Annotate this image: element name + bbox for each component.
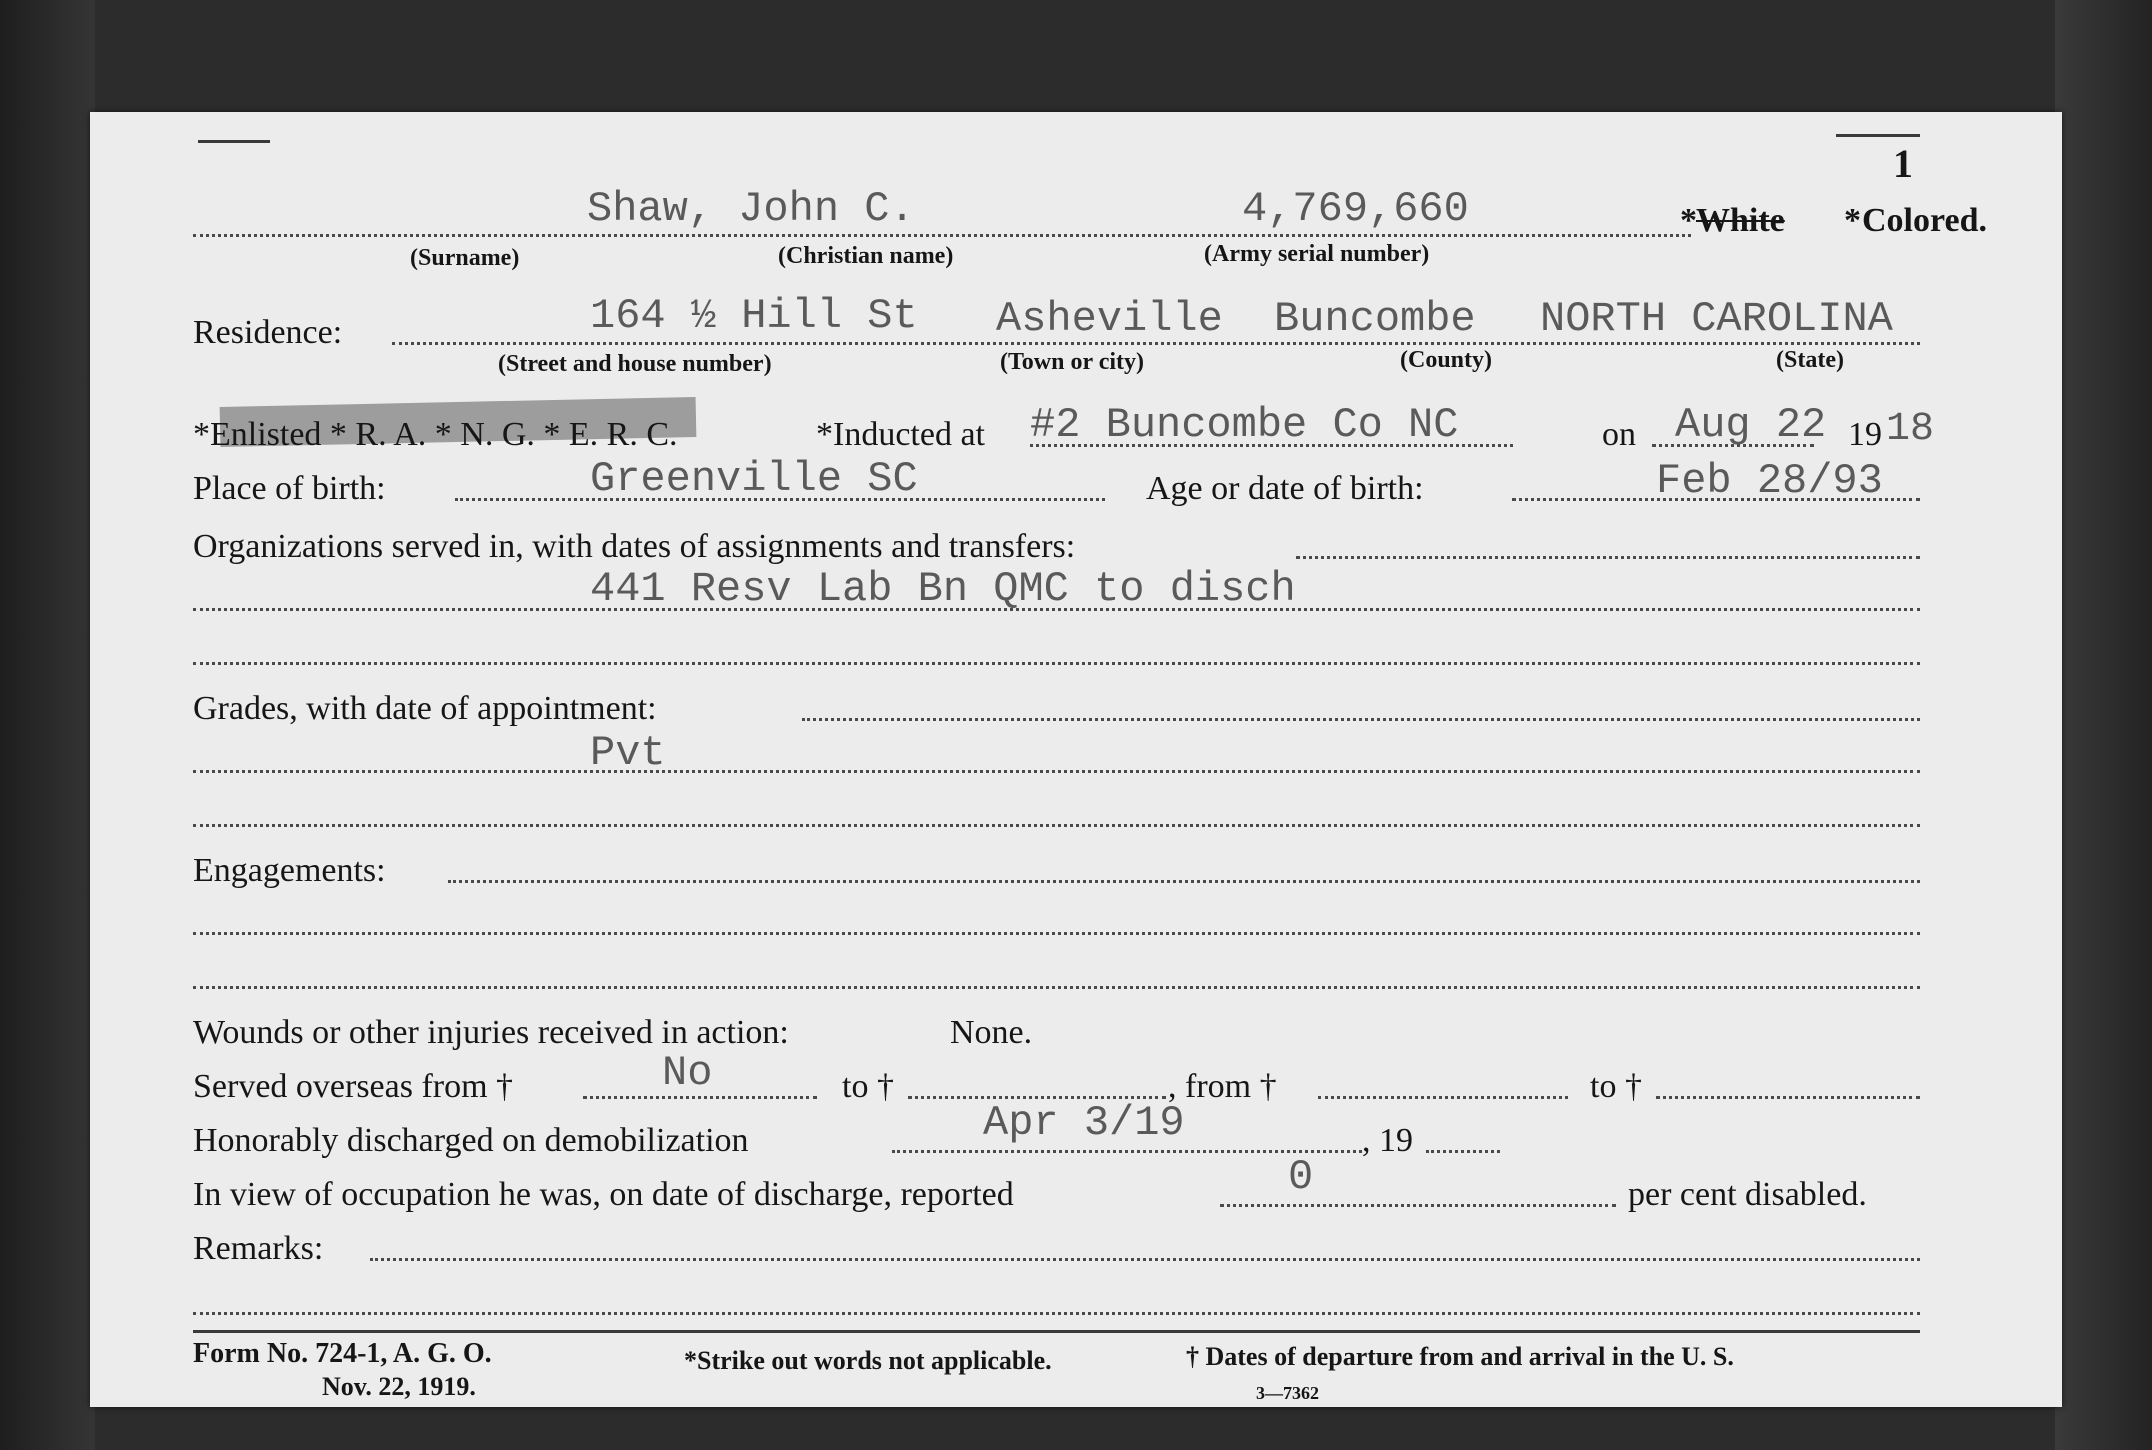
year-suffix: 18 — [1886, 407, 1935, 452]
organizations-dotted-line-1 — [1296, 556, 1920, 559]
caption-army-serial: (Army serial number) — [1204, 241, 1430, 267]
organizations-dotted-line-3 — [193, 662, 1920, 665]
print-code: 3—7362 — [1256, 1383, 1319, 1403]
card-number: 1 — [1893, 141, 1913, 186]
grades-value: Pvt — [590, 729, 666, 777]
discharge-label: Honorably discharged on demobilization — [193, 1122, 749, 1159]
discharge-date-value: Apr 3/19 — [983, 1099, 1185, 1147]
caption-town: (Town or city) — [1000, 349, 1144, 375]
caption-street: (Street and house number) — [498, 351, 772, 377]
scan-background-left — [0, 0, 95, 1450]
disabled-dotted-line — [1220, 1204, 1616, 1207]
year-prefix: 19 — [1848, 416, 1882, 453]
disabled-suffix: per cent disabled. — [1628, 1176, 1867, 1213]
service-record-card — [90, 112, 2062, 1407]
overseas-to-label: to † — [842, 1068, 894, 1105]
occupation-label: In view of occupation he was, on date of discharge, reported — [193, 1176, 1014, 1213]
residence-street: 164 ½ Hill St — [590, 292, 918, 340]
caption-surname: (Surname) — [410, 245, 520, 271]
engagements-dotted-line-2 — [193, 932, 1920, 935]
inducted-date-value: Aug 22 — [1675, 401, 1827, 449]
residence-county: Buncombe — [1274, 295, 1476, 343]
birth-place-label: Place of birth: — [193, 470, 386, 507]
caption-state: (State) — [1776, 347, 1844, 373]
inducted-at-value: #2 Buncombe Co NC — [1030, 401, 1459, 449]
top-right-rule — [1836, 134, 1920, 137]
overseas-from-label-2: , from † — [1168, 1068, 1277, 1105]
remarks-dotted-line-2 — [193, 1312, 1920, 1315]
age-label: Age or date of birth: — [1146, 470, 1424, 507]
residence-town: Asheville — [996, 295, 1223, 343]
overseas-from-dotted-line-2 — [1318, 1096, 1568, 1099]
grades-dotted-line-1 — [802, 718, 1920, 721]
dates-note: † Dates of departure from and arrival in the U. S. — [1186, 1342, 1734, 1371]
engagements-dotted-line-3 — [193, 986, 1920, 989]
caption-christian-name: (Christian name) — [778, 243, 954, 269]
residence-state: NORTH CAROLINA — [1540, 295, 1893, 343]
disabled-value: 0 — [1288, 1153, 1314, 1201]
strike-note: *Strike out words not applicable. — [684, 1346, 1052, 1375]
race-white-struck: White — [1696, 202, 1785, 239]
overseas-from-label: Served overseas from † — [193, 1068, 514, 1105]
caption-county: (County) — [1400, 347, 1493, 373]
birth-date-value: Feb 28/93 — [1656, 457, 1883, 505]
overseas-to-label-2: to † — [1590, 1068, 1642, 1105]
grades-dotted-line-2 — [193, 770, 1920, 773]
organizations-value: 441 Resv Lab Bn QMC to disch — [590, 565, 1296, 613]
discharge-year-dotted-line — [1426, 1150, 1500, 1153]
on-label: on — [1602, 416, 1636, 453]
discharge-year-label: , 19 — [1362, 1122, 1413, 1159]
remarks-dotted-line-1 — [370, 1258, 1920, 1261]
footer-rule — [193, 1330, 1920, 1333]
grades-label: Grades, with date of appointment: — [193, 690, 657, 727]
grades-dotted-line-3 — [193, 824, 1920, 827]
name-dotted-line — [193, 234, 1691, 237]
race-colored: Colored. — [1862, 202, 1987, 239]
name-value: Shaw, John C. — [587, 185, 915, 233]
engagements-label: Engagements: — [193, 852, 386, 889]
race-prefix-colored: * — [1844, 202, 1861, 239]
engagements-dotted-line-1 — [448, 880, 1920, 883]
overseas-from-value: No — [662, 1049, 713, 1097]
inducted-label: *Inducted at — [816, 416, 985, 453]
wounds-value: None. — [950, 1014, 1033, 1051]
top-left-rule — [198, 140, 270, 143]
enlisted-options: *Enlisted * R. A. * N. G. * E. R. C. — [193, 416, 678, 453]
scan-background-right — [2055, 0, 2152, 1450]
residence-label: Residence: — [193, 314, 343, 351]
remarks-label: Remarks: — [193, 1230, 324, 1267]
race-prefix-white: * — [1680, 202, 1697, 239]
overseas-to-dotted-line-2 — [1656, 1096, 1920, 1099]
birth-place-value: Greenville SC — [590, 455, 918, 503]
wounds-label: Wounds or other injuries received in action: — [193, 1014, 789, 1051]
form-date: Nov. 22, 1919. — [322, 1372, 476, 1401]
organizations-label: Organizations served in, with dates of assignments and transfers: — [193, 528, 1076, 565]
form-number: Form No. 724-1, A. G. O. — [193, 1338, 492, 1369]
army-serial-value: 4,769,660 — [1242, 185, 1469, 233]
